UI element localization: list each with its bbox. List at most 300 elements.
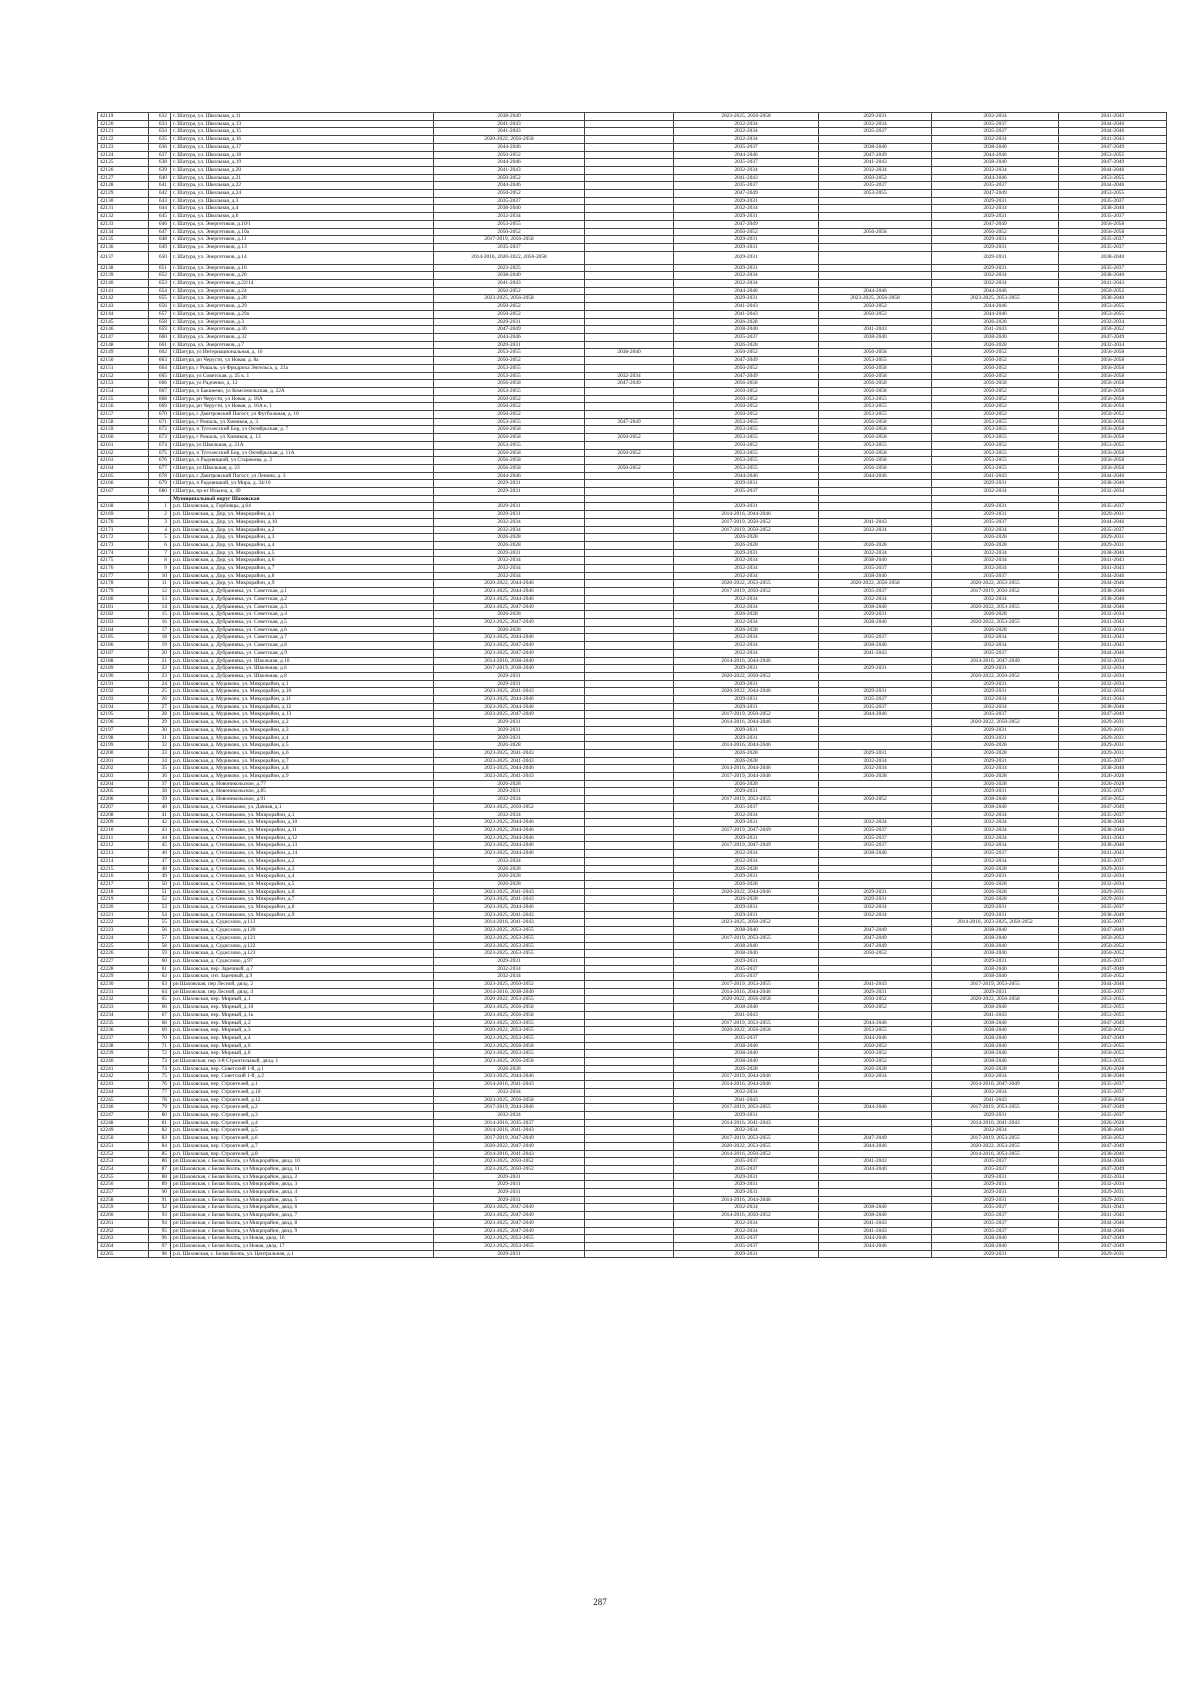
table-cell: р.п. Шаховская, д. Степаньково, ул. Микрорайон, д.6	[171, 888, 434, 896]
table-cell: р.п. Шаховская, д. Дор, ул. Микрорайон, д.9	[171, 580, 434, 588]
table-cell: 645	[149, 213, 171, 221]
table-cell: 2032-2034	[674, 619, 819, 627]
table-cell: 2050-2052	[674, 441, 819, 449]
table-cell: 2038-2040	[932, 1004, 1059, 1012]
table-cell	[585, 1142, 674, 1150]
table-cell: 2014-2016, 2044-2046	[674, 1081, 819, 1089]
table-cell: 2032-2034	[819, 1073, 932, 1081]
table-row	[98, 174, 1167, 182]
table-row	[98, 1104, 1167, 1112]
table-cell: 42213	[98, 850, 149, 858]
table-cell: 2050-2052	[1059, 950, 1167, 958]
table-cell: 2035-2037	[674, 1165, 819, 1173]
table-cell: 2050-2052	[932, 387, 1059, 395]
table-cell: 646	[149, 220, 171, 228]
table-cell: 643	[149, 197, 171, 205]
table-cell: р.п. Шаховская, д. Муриково, ул. Микрорайон, д.2	[171, 719, 434, 727]
table-cell: 42209	[98, 819, 149, 827]
table-cell: 42171	[98, 526, 149, 534]
table-cell: 42222	[98, 919, 149, 927]
table-cell: 2029-2031	[932, 873, 1059, 881]
table-cell: р.п. Шаховская, д. Муриково, ул. Микрорайон, д.7	[171, 757, 434, 765]
table-cell: 2047-2049	[674, 190, 819, 198]
table-cell: р.п. Шаховская, д. Судислово, д.97	[171, 957, 434, 965]
table-cell: 663	[149, 357, 171, 365]
table-cell: 2032-2034	[434, 965, 585, 973]
table-cell: 2032-2034	[932, 703, 1059, 711]
table-row	[98, 372, 1167, 380]
table-cell: 2026-2028	[932, 749, 1059, 757]
table-cell: г. Шатура, ул. Энергетиков, д.10а	[171, 228, 434, 236]
table-cell: 2038-2040	[1059, 703, 1167, 711]
table-row	[98, 757, 1167, 765]
table-cell: р.п. Шаховская, д. Дубранивка, ул. Советская, д.8	[171, 642, 434, 650]
table-cell	[585, 228, 674, 236]
table-cell: рп Шаховская, с Белая Колпь, ул Микрорайон, двлд. 6	[171, 1204, 434, 1212]
table-cell: 2029-2031	[434, 726, 585, 734]
page-number: 287	[593, 1597, 607, 1607]
table-cell: г. Шатура, ул. Энергетиков, д.10/1	[171, 220, 434, 228]
table-cell	[585, 333, 674, 341]
table-cell: 2056-2058	[819, 349, 932, 357]
table-cell: 2029-2031	[932, 911, 1059, 919]
table-cell: 2035-2037	[1059, 236, 1167, 244]
table-cell: 2023-2025, 2053-2055	[434, 1019, 585, 1027]
table-cell: 2050-2052	[674, 228, 819, 236]
table-cell: 42249	[98, 1127, 149, 1135]
table-cell	[585, 688, 674, 696]
table-cell	[585, 888, 674, 896]
table-cell: 2038-2040	[819, 572, 932, 580]
table-row	[98, 1027, 1167, 1035]
table-cell: 2050-2052	[932, 403, 1059, 411]
table-cell: р.п. Шаховская, д. Дубранивка, ул. Школьная, д.6	[171, 665, 434, 673]
table-cell: г. Шатура, ул. Школьная, д.3	[171, 197, 434, 205]
table-cell: 2050-2052	[932, 357, 1059, 365]
table-row	[98, 742, 1167, 750]
table-row	[98, 488, 1167, 496]
table-row	[98, 213, 1167, 221]
table-cell	[585, 857, 674, 865]
table-cell	[585, 159, 674, 167]
table-cell: 2035-2037	[1059, 757, 1167, 765]
table-cell: 42234	[98, 1011, 149, 1019]
table-cell: 2029-2031	[434, 672, 585, 680]
table-cell: г.Шатура, рп Черусти, ул Новая, д. 8а	[171, 357, 434, 365]
table-cell: 2023-2025, 2047-2049	[434, 642, 585, 650]
table-cell	[585, 357, 674, 365]
table-row	[98, 182, 1167, 190]
table-cell: 2044-2046	[932, 310, 1059, 318]
table-cell: 2035-2037	[819, 565, 932, 573]
table-cell: 2044-2046	[1059, 166, 1167, 174]
table-row	[98, 796, 1167, 804]
table-cell: 36	[149, 773, 171, 781]
table-cell: 2017-2019, 2050-2052	[674, 526, 819, 534]
table-cell: 2032-2034	[932, 819, 1059, 827]
table-cell: 45	[149, 842, 171, 850]
table-cell: 42238	[98, 1042, 149, 1050]
table-cell: 2029-2031	[932, 1250, 1059, 1258]
table-cell: 2044-2046	[819, 1165, 932, 1173]
table-cell: 2017-2019, 2053-2055	[674, 981, 819, 989]
table-cell	[585, 657, 674, 665]
table-cell: 85	[149, 1150, 171, 1158]
table-cell: 42167	[98, 488, 149, 496]
table-cell: 6	[149, 541, 171, 549]
table-cell: 73	[149, 1058, 171, 1066]
table-body-a	[98, 113, 1167, 252]
table-cell: 28	[149, 711, 171, 719]
table-cell: 42257	[98, 1189, 149, 1197]
table-row	[98, 395, 1167, 403]
table-cell	[585, 927, 674, 935]
table-cell: р.п. Шаховская, д. Дубранивка, ул. Советская, д.7	[171, 634, 434, 642]
table-cell: 2023-2025, 2047-2049	[434, 1219, 585, 1227]
table-cell: г.Шатура, рп Черусти, ул Новая, д. 16А к. 1	[171, 403, 434, 411]
table-row	[98, 595, 1167, 603]
table-cell: 2053-2055	[932, 449, 1059, 457]
table-cell: 2050-2052	[1059, 942, 1167, 950]
schedule-table	[97, 112, 1167, 1258]
table-cell: 42235	[98, 1019, 149, 1027]
table-row	[98, 1081, 1167, 1089]
table-cell	[819, 780, 932, 788]
table-cell: 2047-2049	[819, 934, 932, 942]
table-cell: 2029-2031	[932, 511, 1059, 519]
table-cell: 2026-2028	[674, 780, 819, 788]
table-cell: 5	[149, 534, 171, 542]
table-cell: р.п. Шаховская, д. Степаньково, ул. Микрорайон, д.11	[171, 826, 434, 834]
table-cell: 68	[149, 1019, 171, 1027]
table-cell	[585, 1058, 674, 1066]
table-row	[98, 1135, 1167, 1143]
table-cell: р.п. Шаховская, д. Степаньково, ул. Микрорайон, д.7	[171, 896, 434, 904]
table-cell: 2056-2058	[1059, 364, 1167, 372]
table-row	[98, 942, 1167, 950]
table-cell	[585, 1065, 674, 1073]
table-cell: 2014-2016, 2053-2055	[932, 1150, 1059, 1158]
table-cell: 2038-2040	[932, 934, 1059, 942]
table-cell	[819, 880, 932, 888]
table-cell: 2044-2046	[434, 143, 585, 151]
table-cell: 2038-2040	[1059, 251, 1167, 264]
table-cell: 642	[149, 190, 171, 198]
table-cell: 2017-2019, 2050-2052	[932, 588, 1059, 596]
table-cell: 667	[149, 387, 171, 395]
table-cell: 635	[149, 136, 171, 144]
table-cell: 2029-2031	[819, 611, 932, 619]
table-cell: 2020-2022, 2044-2046	[674, 888, 819, 896]
table-cell: 2032-2034	[932, 113, 1059, 121]
table-cell: 2020-2022, 2056-2058	[674, 1027, 819, 1035]
table-cell	[585, 1127, 674, 1135]
table-row	[98, 1142, 1167, 1150]
table-cell: 42151	[98, 364, 149, 372]
table-cell: р.п. Шаховская, д. Судислово, д.122	[171, 942, 434, 950]
table-cell: рп Шаховская, с Белая Колпь, ул Микрорайон, двлд. 5	[171, 1196, 434, 1204]
table-row	[98, 572, 1167, 580]
table-cell: 2023-2025, 2047-2049	[434, 1227, 585, 1235]
table-cell	[819, 236, 932, 244]
table-row	[98, 788, 1167, 796]
table-cell: 2035-2037	[674, 143, 819, 151]
table-cell	[585, 457, 674, 465]
table-cell: 42132	[98, 213, 149, 221]
table-cell: 2038-2040	[1059, 295, 1167, 303]
table-cell: 84	[149, 1142, 171, 1150]
table-cell: 2050-2052	[434, 357, 585, 365]
table-cell: 2026-2028	[674, 318, 819, 326]
table-cell: 2038-2040	[932, 1027, 1059, 1035]
table-cell: 71	[149, 1042, 171, 1050]
table-cell: р.п. Шаховская, д. Судислово, д.113	[171, 919, 434, 927]
table-cell: 42129	[98, 190, 149, 198]
table-row	[98, 1096, 1167, 1104]
table-cell: 2032-2034	[1059, 318, 1167, 326]
table-row	[98, 1196, 1167, 1204]
table-cell	[585, 503, 674, 511]
table-cell: 2029-2031	[932, 904, 1059, 912]
table-row	[98, 190, 1167, 198]
table-cell: 42164	[98, 464, 149, 472]
table-cell: 2053-2055	[1059, 303, 1167, 311]
table-cell: 2053-2055	[674, 449, 819, 457]
table-cell: 2056-2058	[1059, 464, 1167, 472]
table-cell: 2023-2025, 2047-2049	[434, 619, 585, 627]
table-cell: р.п. Шаховская, пер. Строителей, д.2	[171, 1104, 434, 1112]
table-cell: 2029-2031	[1059, 541, 1167, 549]
table-cell: 2044-2046	[434, 333, 585, 341]
table-cell: 2053-2055	[434, 364, 585, 372]
table-cell: р.п. Шаховская, д. Муриково, ул. Микрорайон, д.1	[171, 680, 434, 688]
table-cell: 2035-2037	[1059, 788, 1167, 796]
table-cell: 2035-2037	[674, 803, 819, 811]
table-cell: 98	[149, 1250, 171, 1258]
table-cell: 2053-2055	[1059, 1011, 1167, 1019]
table-cell: 2023-2025, 2041-2043	[434, 757, 585, 765]
table-cell: 2029-2031	[674, 904, 819, 912]
table-cell	[819, 220, 932, 228]
table-cell: р.п. Шаховская, д. Дор, ул. Микрорайон, д.7	[171, 565, 434, 573]
table-cell: 29	[149, 719, 171, 727]
table-cell: 2041-2043	[1059, 619, 1167, 627]
section-header-row	[98, 495, 1167, 503]
table-cell: 2038-2040	[1059, 272, 1167, 280]
table-cell: 2035-2037	[932, 649, 1059, 657]
table-cell: 2023-2025, 2050-2052	[434, 981, 585, 989]
table-cell: 2035-2037	[1059, 1112, 1167, 1120]
table-cell: 42157	[98, 411, 149, 419]
table-cell: р.п. Шаховская, д. Степаньково, ул. Микрорайон, д.12	[171, 834, 434, 842]
table-cell: 3	[149, 518, 171, 526]
table-cell: 2023-2025, 2041-2043	[434, 888, 585, 896]
table-cell: 2032-2034	[674, 649, 819, 657]
table-cell: 2041-2043	[819, 159, 932, 167]
table-cell: 2032-2034	[932, 765, 1059, 773]
table-cell: 2023-2025, 2041-2043	[434, 911, 585, 919]
table-cell: 2032-2034	[434, 973, 585, 981]
table-row	[98, 318, 1167, 326]
table-row	[98, 1019, 1167, 1027]
table-cell	[819, 480, 932, 488]
table-cell: 2038-2040	[932, 1058, 1059, 1066]
table-cell: 666	[149, 380, 171, 388]
table-cell: 2029-2031	[1059, 511, 1167, 519]
table-cell: 2023-2025, 2050-2052	[434, 803, 585, 811]
table-cell: р.п. Шаховская, д. Дубранивка, ул. Советская, д.5	[171, 619, 434, 627]
table-cell: 42244	[98, 1088, 149, 1096]
table-cell: 2050-2052	[434, 310, 585, 318]
table-cell: 2038-2040	[1059, 911, 1167, 919]
table-cell	[585, 120, 674, 128]
table-cell: 42175	[98, 557, 149, 565]
table-cell: 2053-2055	[1059, 1004, 1167, 1012]
table-cell: 2038-2040	[932, 1235, 1059, 1243]
table-cell: 2023-2025, 2044-2046	[434, 696, 585, 704]
table-cell: 2056-2058	[434, 426, 585, 434]
table-cell: 2050-2052	[1059, 796, 1167, 804]
table-cell: 2038-2040	[819, 619, 932, 627]
table-cell: 2035-2037	[1059, 988, 1167, 996]
table-cell: 78	[149, 1096, 171, 1104]
table-cell: рп Шаховская, пер 3-й Строительный, двлд. 1	[171, 1058, 434, 1066]
table-cell: 2056-2058	[819, 426, 932, 434]
table-cell: 2020-2022, 2053-2055	[434, 1027, 585, 1035]
table-cell: 2026-2028	[434, 1065, 585, 1073]
table-cell: 2014-2016, 2044-2046	[674, 1196, 819, 1204]
table-cell: 42182	[98, 611, 149, 619]
table-cell: 2035-2037	[674, 1034, 819, 1042]
table-cell: 2053-2055	[434, 220, 585, 228]
table-cell	[819, 1196, 932, 1204]
table-cell: 2032-2034	[932, 526, 1059, 534]
table-row	[98, 819, 1167, 827]
table-cell: 2029-2031	[819, 113, 932, 121]
table-row	[98, 1173, 1167, 1181]
table-cell: 15	[149, 611, 171, 619]
table-cell: р.п. Шаховская, д. Дор, ул. Микрорайон, д.1	[171, 511, 434, 519]
table-cell: 2014-2016, 2044-2046	[674, 765, 819, 773]
table-cell: р.п. Шаховская, д. Дубранивка, ул. Советская, д.4	[171, 611, 434, 619]
table-cell	[434, 495, 585, 503]
table-cell: 2050-2052	[819, 174, 932, 182]
table-cell: 676	[149, 457, 171, 465]
table-cell: 42145	[98, 318, 149, 326]
table-row	[98, 803, 1167, 811]
table-cell: р.п. Шаховская, д. Дубранивка, ул. Советская, д.2	[171, 595, 434, 603]
table-cell: 2029-2031	[674, 696, 819, 704]
table-cell	[585, 318, 674, 326]
table-cell: 42233	[98, 1004, 149, 1012]
table-cell: 2041-2043	[819, 1227, 932, 1235]
table-cell: 2035-2037	[819, 826, 932, 834]
table-cell	[819, 788, 932, 796]
table-cell: р.п. Шаховская, д. Степаньково, ул. Микрорайон, д.8	[171, 904, 434, 912]
table-cell	[819, 341, 932, 349]
table-cell: 2053-2055	[932, 457, 1059, 465]
table-cell: 2032-2034	[932, 696, 1059, 704]
table-cell: г.Шатура, ул Школьная, д. 21А	[171, 441, 434, 449]
table-cell: г. Шатура, ул. Энергетиков, д.20	[171, 272, 434, 280]
table-cell: 2041-2043	[674, 1096, 819, 1104]
table-cell: г.Шатура, ул Радченко, д. 12	[171, 380, 434, 388]
table-cell: 82	[149, 1127, 171, 1135]
table-cell: р.п. Шаховская, д. Дор, ул. Микрорайон, д.5	[171, 549, 434, 557]
table-row	[98, 880, 1167, 888]
table-cell	[585, 1011, 674, 1019]
table-cell: 42261	[98, 1219, 149, 1227]
table-cell: г. Шатура, ул. Энергетиков, д.28	[171, 295, 434, 303]
table-cell	[585, 603, 674, 611]
table-cell: 2026-2028	[674, 865, 819, 873]
table-cell: 37	[149, 780, 171, 788]
table-cell: 2038-2040	[819, 143, 932, 151]
table-cell: 2044-2046	[1059, 518, 1167, 526]
table-cell: 2032-2034	[1059, 688, 1167, 696]
table-row	[98, 1250, 1167, 1258]
table-cell: 2029-2031	[674, 665, 819, 673]
table-cell: 2014-2016, 2050-2052	[674, 1212, 819, 1220]
table-cell: 2017-2019, 2047-2049	[674, 826, 819, 834]
table-cell: 42220	[98, 904, 149, 912]
table-cell: р.п. Шаховская, с. Белая Колпь, ул. Центральная, д.1	[171, 1250, 434, 1258]
table-cell: р.п. Шаховская, д. Дор, ул. Микрорайон, д.6	[171, 557, 434, 565]
table-cell: 2014-2016, 2044-2046	[674, 511, 819, 519]
table-cell: 2020-2022, 2053-2055	[932, 619, 1059, 627]
table-cell: г. Шатура, ул. Школьная, д.24	[171, 190, 434, 198]
table-cell: р.п. Шаховская, д. Новоникольское, д.91	[171, 796, 434, 804]
table-row	[98, 726, 1167, 734]
table-cell: 2038-2040	[674, 326, 819, 334]
table-cell	[585, 1050, 674, 1058]
table-cell: 2029-2031	[674, 1189, 819, 1197]
table-cell: 2023-2025, 2056-2058	[674, 113, 819, 121]
table-cell: 87	[149, 1165, 171, 1173]
table-cell: 2047-2049	[674, 357, 819, 365]
table-cell: 2056-2058	[819, 228, 932, 236]
table-cell: р.п. Шаховская, д. Степаньково, ул. Микрорайон, д.9	[171, 911, 434, 919]
table-cell: 2029-2031	[932, 688, 1059, 696]
table-cell: 2050-2052	[819, 1050, 932, 1058]
table-cell: 2044-2046	[819, 472, 932, 480]
table-cell: 2050-2052	[932, 364, 1059, 372]
table-cell: 2017-2019, 2053-2055	[932, 981, 1059, 989]
table-cell: 2035-2037	[932, 518, 1059, 526]
table-cell: 2032-2034	[434, 213, 585, 221]
table-cell: 2035-2037	[819, 588, 932, 596]
table-cell: 2026-2028	[434, 780, 585, 788]
table-cell: р.п. Шаховская, пер. Строителей, д.4	[171, 1119, 434, 1127]
table-cell	[585, 873, 674, 881]
table-cell: 42134	[98, 228, 149, 236]
table-cell: 2038-2040	[932, 1034, 1059, 1042]
table-cell: 2035-2037	[674, 1235, 819, 1243]
table-cell: 658	[149, 318, 171, 326]
table-cell: 2053-2055	[932, 464, 1059, 472]
table-cell: г. Шатура, ул. Энергетиков, д.29а	[171, 310, 434, 318]
table-cell: 673	[149, 434, 171, 442]
table-cell	[585, 819, 674, 827]
table-cell: 33	[149, 749, 171, 757]
table-cell: 2014-2016, 2035-2037	[434, 1119, 585, 1127]
table-cell: 2032-2034	[674, 128, 819, 136]
table-cell: 2023-2025, 2053-2055	[932, 295, 1059, 303]
table-cell: 2044-2046	[819, 1019, 932, 1027]
table-cell: 2014-2016, 2047-2049	[932, 1081, 1059, 1089]
table-cell	[585, 595, 674, 603]
table-cell	[585, 1096, 674, 1104]
